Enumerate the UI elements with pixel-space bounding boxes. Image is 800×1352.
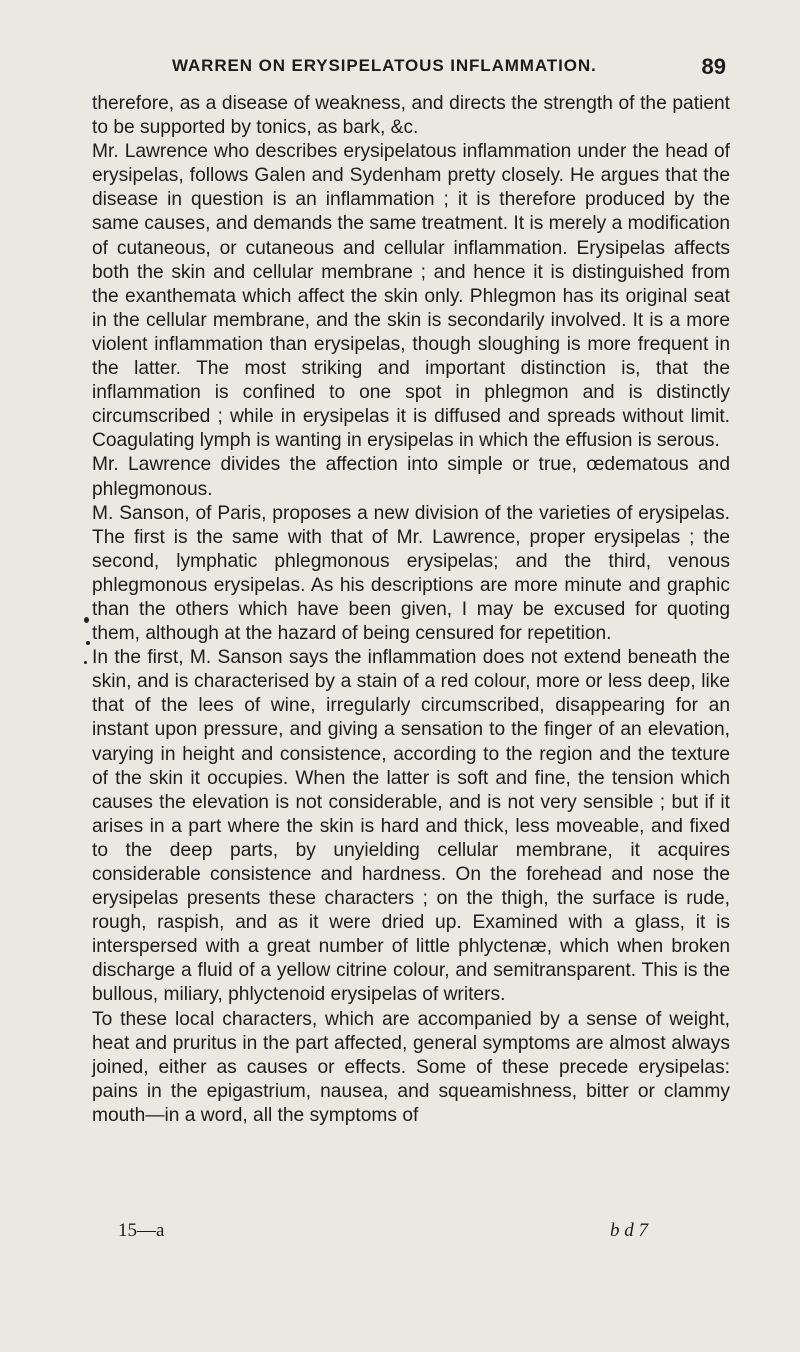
paragraph: M. Sanson, of Paris, proposes a new division of the varieties of erysipelas. The first is the same with that of Mr. Lawrence, proper erysipelas ; the second, lymphatic phlegmonous erysipelas; and the third, venous phlegmonous erysipelas. As his descriptions are more minute and graphic than the others which have been given, I may be excused for quoting them, although at the hazard of being censured for repetition. xyxy=(92,502,730,645)
paragraph: In the first, M. Sanson says the inflammation does not extend beneath the skin, and is characterised by a stain of a red colour, more or less deep, like that of the lees of wine, irregularly circumscribed, disappearing for an instant upon pressure, and giving a sensation to the finger of an elevation, varying in height and consistence, according to the region and the texture of the skin it occupies. When the latter is soft and fine, the tension which causes the elevation is not considerable, and is not very sensible ; but if it arises in a part where the skin is hard and thick, less moveable, and fixed to the deep parts, by unyielding cellular membrane, it acquires considerable consistence and hardness. On the forehead and nose the erysipelas presents these characters ; on the thigh, the surface is rude, rough, raspish, and as it were dried up. Examined with a glass, it is interspersed with a great number of little phlyctenæ, which when broken discharge a fluid of a yellow citrine colour, and semitransparent. This is the bullous, miliary, phlyctenoid erysipelas of writers. xyxy=(92,647,730,1006)
signature-gathering: b d 7 xyxy=(610,1220,648,1241)
paragraph: To these local characters, which are accompanied by a sense of weight, heat and pruritus in the part affected, general symptoms are almost always joined, either as causes or effects. Some of these precede erysipelas: pains in the epigastrium, nausea, and squeamishness, bitter or clammy mouth—in a word, all the symptoms of xyxy=(92,1008,730,1126)
paragraph: Mr. Lawrence who describes erysipelatous inflammation under the head of erysipelas, follows Galen and Sydenham pretty closely. He argues that the disease in question is an inflammation ; it is therefore produced by the same causes, and demands the same treatment. It is merely a modification of cutaneous, or cutaneous and cellular inflammation. Erysipelas affects both the skin and cellular membrane ; and hence it is distinguished from the exanthemata which affect the skin only. Phlegmon has its original seat in the cellular membrane, and the skin is secondarily involved. It is a more violent inflammation than erysipelas, though sloughing is more frequent in the latter. The most striking and important distinction is, that the inflammation is confined to one spot in phlegmon and is distinctly circumscribed ; while in erysipelas it is diffused and spreads without limit. Coagulating lymph is wanting in erysipelas in which the effusion is serous. xyxy=(92,141,730,452)
ink-speck xyxy=(84,617,89,623)
printer-signature xyxy=(118,1220,648,1246)
body-text xyxy=(92,92,730,1128)
paragraph: therefore, as a disease of weakness, and directs the strength of the patient to be supported by tonics, as bark, &c. xyxy=(92,93,730,139)
page-number: 89 xyxy=(701,54,726,79)
running-head xyxy=(110,54,726,82)
running-title: WARREN ON ERYSIPELATOUS INFLAMMATION. xyxy=(172,56,597,75)
ink-speck xyxy=(84,661,87,664)
ink-speck xyxy=(86,641,90,645)
paragraph: Mr. Lawrence divides the affection into simple or true, œdematous and phlegmonous. xyxy=(92,454,730,500)
signature-mark: 15—a xyxy=(118,1220,165,1241)
